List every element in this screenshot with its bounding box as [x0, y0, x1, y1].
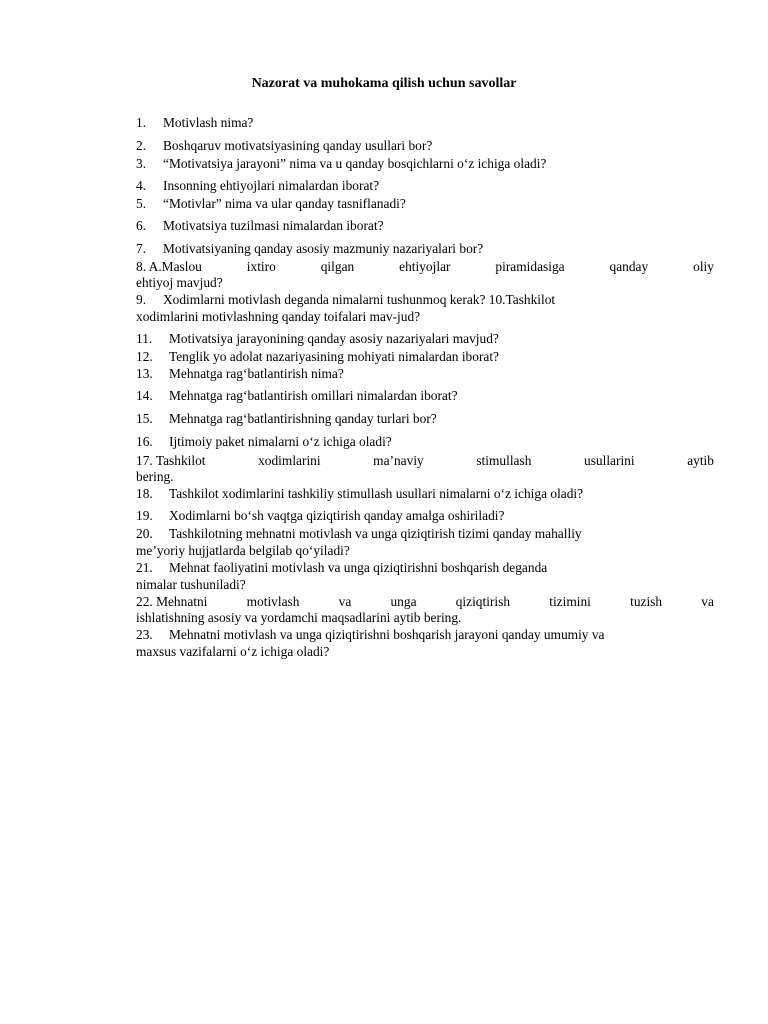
list-item [136, 155, 714, 172]
item-number: 18. [136, 486, 153, 501]
list-item [136, 452, 714, 469]
list-item [136, 240, 714, 257]
list-item [136, 593, 714, 610]
item-number: 4. [136, 178, 147, 193]
item-number: 19. [136, 508, 153, 523]
item-text: Xodimlarni bo‘sh vaqtga qiziqtirish qanday amalga oshiriladi? [169, 508, 505, 523]
item-word: ehtiyojlar [399, 259, 451, 274]
list-item [136, 433, 714, 450]
item-text: Mehnatga rag‘batlantirish omillari nimalardan iborat? [169, 388, 458, 403]
list-item [136, 507, 714, 524]
list-item-continuation: ishlatishning asosiy va yordamchi maqsadlarini aytib bering. [136, 610, 462, 625]
list-item [136, 137, 714, 154]
list-item [136, 114, 714, 131]
item-word: aytib [687, 453, 714, 468]
list-item [136, 330, 714, 347]
item-number: 9. [136, 292, 147, 307]
item-word: va [701, 594, 714, 609]
item-text: “Motivlar” nima va ular qanday tasniflanadi? [163, 196, 406, 211]
item-text: Xodimlarni motivlash deganda nimalarni tushunmoq kerak? 10.Tashkilot [163, 292, 556, 307]
item-word: 22. Mehnatni [136, 594, 208, 609]
item-number: 13. [136, 366, 153, 381]
item-word: xodimlarini [258, 453, 321, 468]
item-number: 14. [136, 388, 153, 403]
item-number: 6. [136, 218, 147, 233]
item-word: tizimini [549, 594, 591, 609]
item-number: 7. [136, 241, 147, 256]
item-word: ixtiro [246, 259, 276, 274]
item-number: 23. [136, 627, 153, 642]
item-word: va [338, 594, 352, 609]
item-number: 1. [136, 115, 147, 130]
list-item [136, 559, 714, 576]
item-text: Motivlash nima? [163, 115, 254, 130]
list-item-continuation: bering. [136, 469, 174, 484]
item-number: 16. [136, 434, 153, 449]
item-text: “Motivatsiya jarayoni” nima va u qanday bosqichlarni o‘z ichiga oladi? [163, 156, 547, 171]
list-item-continuation: xodimlarini motivlashning qanday toifalari mav-jud? [136, 309, 421, 324]
item-word: oliy [693, 259, 714, 274]
list-item [136, 626, 714, 643]
item-text: Insonning ehtiyojlari nimalardan iborat? [163, 178, 380, 193]
item-number: 11. [136, 331, 153, 346]
item-word: unga [390, 594, 417, 609]
list-item [136, 410, 714, 427]
item-word: 17. Tashkilot [136, 453, 206, 468]
list-item [136, 195, 714, 212]
item-word: qanday [609, 259, 649, 274]
list-item [136, 291, 714, 308]
item-word: qilgan [320, 259, 355, 274]
item-text: Mehnatga rag‘batlantirishning qanday turlari bor? [169, 411, 437, 426]
item-word: ma’naviy [373, 453, 424, 468]
item-word: motivlash [246, 594, 300, 609]
item-number: 2. [136, 138, 147, 153]
list-item [136, 525, 714, 542]
item-word: 8. A.Maslou [136, 259, 202, 274]
item-text: Motivatsiya tuzilmasi nimalardan iborat? [163, 218, 384, 233]
item-number: 21. [136, 560, 153, 575]
list-item [136, 177, 714, 194]
item-text: Mehnatga rag‘batlantirish nima? [169, 366, 344, 381]
item-word: piramidasiga [495, 259, 565, 274]
item-word: tuzish [630, 594, 663, 609]
item-text: Motivatsiya jarayonining qanday asosiy nazariyalari mavjud? [169, 331, 499, 346]
item-text: Mehnatni motivlash va unga qiziqtirishni boshqarish jarayoni qanday umumiy va [169, 627, 605, 642]
list-item [136, 258, 714, 275]
list-item-continuation: maxsus vazifalarni o‘z ichiga oladi? [136, 644, 330, 659]
item-number: 12. [136, 349, 153, 364]
item-text: Ijtimoiy paket nimalarni o‘z ichiga oladi? [169, 434, 392, 449]
list-item [136, 348, 714, 365]
item-word: qiziqtirish [455, 594, 511, 609]
item-word: usullarini [584, 453, 635, 468]
item-text: Tenglik yo adolat nazariyasining mohiyati nimalardan iborat? [169, 349, 500, 364]
list-item [136, 387, 714, 404]
item-text: Tashkilot xodimlarini tashkiliy stimullash usullari nimalarni o‘z ichiga oladi? [169, 486, 584, 501]
item-number: 20. [136, 526, 153, 541]
list-item [136, 485, 714, 502]
item-number: 5. [136, 196, 147, 211]
item-word: stimullash [476, 453, 532, 468]
item-text: Motivatsiyaning qanday asosiy mazmuniy nazariyalari bor? [163, 241, 484, 256]
item-text: Tashkilotning mehnatni motivlash va unga qiziqtirish tizimi qanday mahalliy [169, 526, 582, 541]
list-item-continuation: ehtiyoj mavjud? [136, 275, 223, 290]
list-item-continuation: me’yoriy hujjatlarda belgilab qo‘yiladi? [136, 543, 350, 558]
page-title: Nazorat va muhokama qilish uchun savollar [251, 76, 517, 91]
item-number: 3. [136, 156, 147, 171]
item-number: 15. [136, 411, 153, 426]
list-item [136, 217, 714, 234]
list-item [136, 365, 714, 382]
list-item-continuation: nimalar tushuniladi? [136, 577, 246, 592]
item-text: Mehnat faoliyatini motivlash va unga qiziqtirishni boshqarish deganda [169, 560, 548, 575]
item-text: Boshqaruv motivatsiyasining qanday usullari bor? [163, 138, 433, 153]
